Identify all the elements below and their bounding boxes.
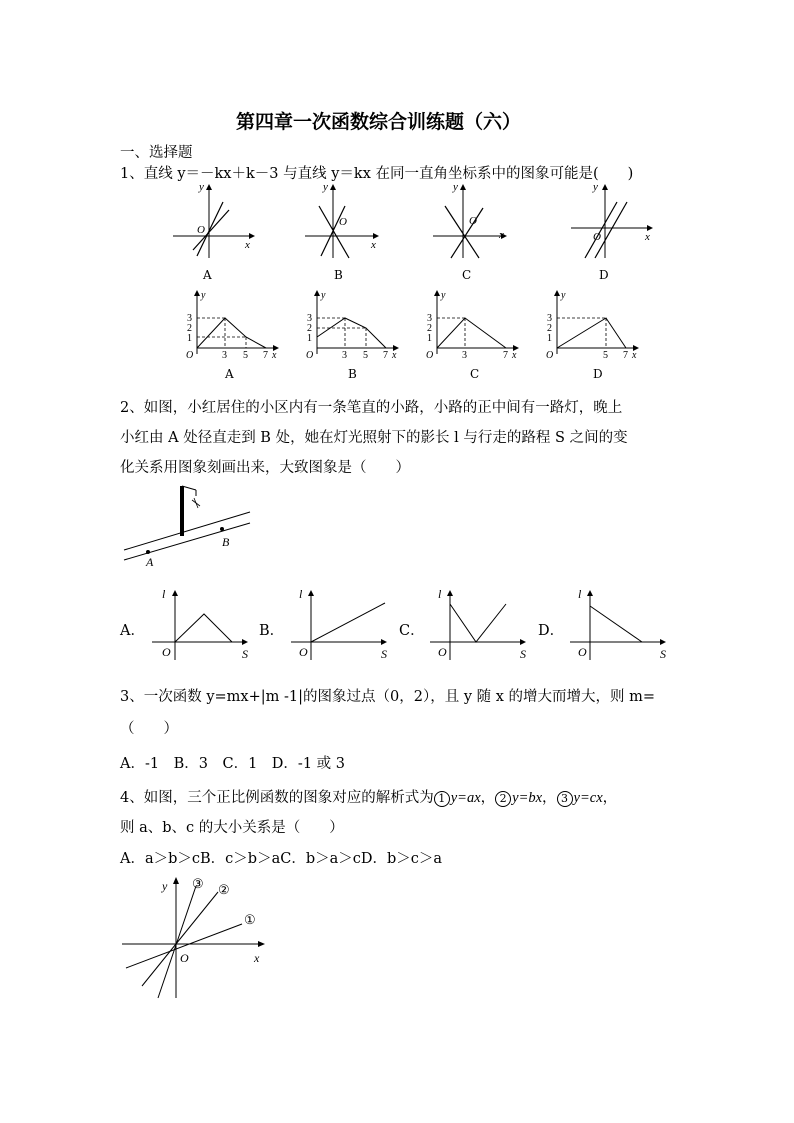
svg-text:3: 3 — [547, 313, 552, 324]
q1-graph2-b — [303, 288, 403, 360]
svg-text:O: O — [578, 645, 587, 659]
svg-text:y: y — [441, 290, 446, 301]
svg-text:O: O — [162, 645, 171, 659]
svg-text:3: 3 — [222, 350, 227, 361]
q1-option-b: B — [334, 268, 343, 282]
q2-graph-b — [287, 584, 392, 666]
svg-text:1: 1 — [427, 333, 432, 344]
formula-1: y=ax — [450, 790, 481, 806]
svg-text:O: O — [180, 951, 189, 965]
svg-text:3: 3 — [307, 313, 312, 324]
svg-text:3: 3 — [462, 350, 467, 361]
svg-text:1: 1 — [307, 333, 312, 344]
svg-text:O: O — [546, 350, 554, 361]
svg-text:7: 7 — [263, 350, 268, 361]
q1-text: 1、直线 y＝－kx＋k－3 与直线 y＝kx 在同一直角坐标系中的图象可能是( ) — [120, 166, 634, 182]
q2-graph-d — [566, 584, 671, 666]
q1-option-d: D — [599, 268, 609, 282]
circle-2: 2 — [495, 791, 511, 807]
svg-text:y: y — [453, 181, 458, 193]
q4-line2: 则 a、b、c 的大小关系是（ ） — [120, 820, 344, 836]
svg-text:y: y — [593, 181, 598, 193]
q4-line1: 4、如图，三个正比例函数的图象对应的解析式为 1 y=ax， 2 y=bx， 3 y=cx， — [120, 790, 618, 806]
svg-text:7: 7 — [623, 350, 628, 361]
svg-text:x: x — [371, 239, 376, 251]
q3-line2: （ ） — [120, 721, 178, 737]
svg-text:O: O — [426, 350, 434, 361]
formula-3: y=cx — [573, 790, 603, 806]
q2-option-a: A． — [120, 623, 145, 639]
svg-text:5: 5 — [603, 350, 608, 361]
q4-options: A．a＞b＞cB．c＞b＞aC．b＞a＞cD．b＞c＞a — [120, 851, 443, 867]
q1-graph-d — [565, 180, 660, 260]
q2-line2: 小红由 A 处径直走到 B 处，她在灯光照射下的影长 l 与行走的路程 S 之间的变 — [120, 430, 628, 446]
svg-text:7: 7 — [503, 350, 508, 361]
svg-text:O: O — [339, 216, 347, 228]
svg-text:3: 3 — [187, 313, 192, 324]
q1-option2-d: D — [593, 367, 603, 381]
svg-text:y: y — [162, 879, 168, 893]
q2-option-b: B． — [259, 623, 285, 639]
q1-graph2-a — [183, 288, 283, 360]
svg-text:y: y — [321, 290, 326, 301]
circle-1: 1 — [434, 791, 450, 807]
svg-text:5: 5 — [243, 350, 248, 361]
svg-text:O: O — [593, 231, 601, 243]
svg-text:O: O — [469, 215, 477, 227]
q1-graph-c — [427, 180, 522, 260]
formula-2: y=bx — [512, 790, 543, 806]
y-axis-label: y — [199, 181, 204, 193]
svg-text:x: x — [392, 350, 397, 361]
svg-text:2: 2 — [187, 323, 192, 334]
origin-label: O — [197, 224, 205, 236]
svg-text:3: 3 — [342, 350, 347, 361]
q1-graph2-d — [543, 288, 643, 360]
point-b-label: B — [222, 535, 230, 549]
svg-text:2: 2 — [307, 323, 312, 334]
svg-text:x: x — [632, 350, 637, 361]
q2-graph-c — [426, 584, 531, 666]
svg-text:O: O — [186, 350, 194, 361]
q1-option2-c: C — [470, 367, 480, 381]
svg-text:S: S — [242, 647, 248, 661]
q4-proportional-graph — [120, 874, 270, 1002]
svg-text:y: y — [323, 181, 328, 193]
svg-text:O: O — [438, 645, 447, 659]
line-3-label: ③ — [192, 876, 204, 891]
q2-street-lamp-figure — [120, 480, 255, 570]
q3-options: A．-1 B．3 C．1 D．-1 或 3 — [120, 756, 345, 772]
page-title: 第四章一次函数综合训练题（六） — [236, 111, 522, 133]
point-a-label: A — [146, 555, 154, 569]
q1-graph2-c — [423, 288, 523, 360]
svg-text:3: 3 — [427, 313, 432, 324]
svg-text:y: y — [201, 290, 206, 301]
q2-line3: 化关系用图象刻画出来，大致图象是（ ） — [120, 460, 410, 476]
q1-option2-b: B — [348, 367, 357, 381]
q1-option2-a: A — [225, 367, 234, 381]
svg-text:l: l — [578, 587, 582, 601]
q1-graph-b — [297, 180, 392, 260]
q2-option-d: D． — [538, 623, 565, 639]
q2-line1: 2、如图，小红居住的小区内有一条笔直的小路，小路的正中间有一路灯，晚上 — [120, 400, 623, 416]
svg-text:7: 7 — [383, 350, 388, 361]
svg-text:O: O — [306, 350, 314, 361]
q1-option-c: C — [462, 268, 472, 282]
svg-text:O: O — [299, 645, 308, 659]
line-2-label: ② — [218, 882, 230, 897]
svg-text:S: S — [381, 647, 387, 661]
svg-text:S: S — [660, 647, 666, 661]
circle-3: 3 — [557, 791, 573, 807]
q2-graph-a — [148, 584, 253, 666]
q1-graph-a — [165, 180, 260, 260]
svg-text:l: l — [162, 587, 166, 601]
section-heading: 一、选择题 — [120, 145, 193, 161]
q3-line1: 3、一次函数 y=mx+|m -1|的图象过点（0，2），且 y 随 x 的增大而增大，则 m= — [120, 689, 656, 705]
svg-text:y: y — [561, 290, 566, 301]
svg-text:1: 1 — [187, 333, 192, 344]
svg-text:2: 2 — [547, 323, 552, 334]
svg-text:l: l — [438, 587, 442, 601]
q2-option-c: C． — [399, 623, 425, 639]
svg-text:x: x — [272, 350, 277, 361]
x-axis-label: x — [245, 239, 250, 251]
svg-text:x: x — [254, 951, 260, 965]
line-1-label: ① — [244, 912, 256, 927]
q1-option-a: A — [203, 268, 212, 282]
svg-text:x: x — [645, 231, 650, 243]
svg-text:2: 2 — [427, 323, 432, 334]
svg-text:5: 5 — [363, 350, 368, 361]
svg-text:x: x — [499, 229, 504, 241]
svg-text:l: l — [299, 587, 303, 601]
svg-text:x: x — [512, 350, 517, 361]
svg-text:1: 1 — [547, 333, 552, 344]
svg-text:S: S — [520, 647, 526, 661]
